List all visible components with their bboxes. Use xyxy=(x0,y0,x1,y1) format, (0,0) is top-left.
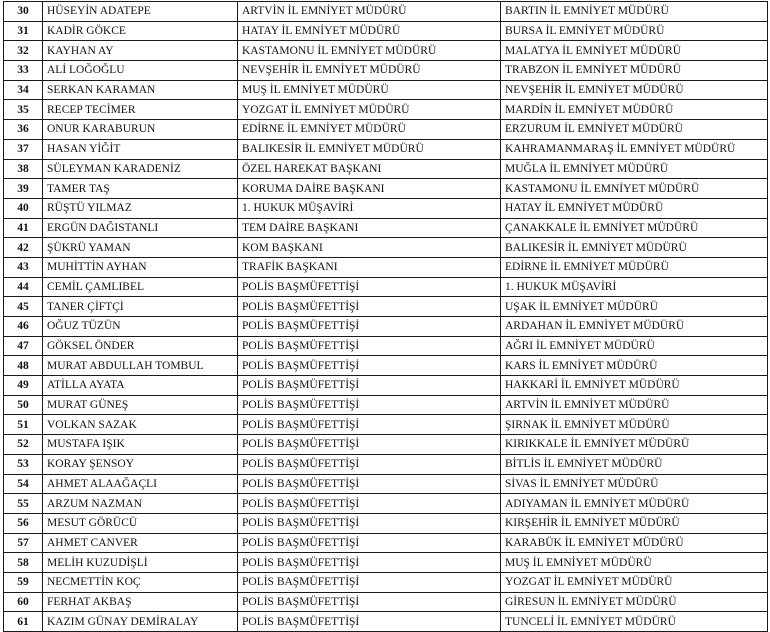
table-row xyxy=(4,80,768,100)
new-position: YOZGAT İL EMNİYET MÜDÜRÜ xyxy=(501,572,768,592)
table-row xyxy=(4,159,768,179)
person-name: ŞÜKRÜ YAMAN xyxy=(43,238,238,258)
table-row xyxy=(4,21,768,41)
row-number: 36 xyxy=(4,120,43,140)
row-number: 30 xyxy=(4,2,43,22)
row-number: 40 xyxy=(4,198,43,218)
new-position: TUNCELİ İL EMNİYET MÜDÜRÜ xyxy=(501,612,768,632)
person-name: NECMETTİN KOÇ xyxy=(43,572,238,592)
current-position: POLİS BAŞMÜFETTİŞİ xyxy=(238,513,501,533)
row-number: 55 xyxy=(4,494,43,514)
new-position: BALIKESİR İL EMNİYET MÜDÜRÜ xyxy=(501,238,768,258)
row-number: 38 xyxy=(4,159,43,179)
table-row xyxy=(4,356,768,376)
table-row xyxy=(4,179,768,199)
table-row xyxy=(4,41,768,61)
person-name: ALİ LOĞOĞLU xyxy=(43,61,238,81)
person-name: ARZUM NAZMAN xyxy=(43,494,238,514)
person-name: AHMET ALAAĞAÇLI xyxy=(43,474,238,494)
current-position: POLİS BAŞMÜFETTİŞİ xyxy=(238,317,501,337)
row-number: 47 xyxy=(4,336,43,356)
table-row xyxy=(4,238,768,258)
person-name: KORAY ŞENSOY xyxy=(43,454,238,474)
person-name: RÜŞTÜ YILMAZ xyxy=(43,198,238,218)
row-number: 34 xyxy=(4,80,43,100)
row-number: 33 xyxy=(4,61,43,81)
row-number: 32 xyxy=(4,41,43,61)
current-position: POLİS BAŞMÜFETTİŞİ xyxy=(238,592,501,612)
table-row xyxy=(4,474,768,494)
current-position: 1. HUKUK MÜŞAVİRİ xyxy=(238,198,501,218)
row-number: 41 xyxy=(4,218,43,238)
row-number: 37 xyxy=(4,139,43,159)
table-row xyxy=(4,336,768,356)
current-position: ARTVİN İL EMNİYET MÜDÜRÜ xyxy=(238,2,501,22)
row-number: 59 xyxy=(4,572,43,592)
table-row xyxy=(4,553,768,573)
table-row xyxy=(4,454,768,474)
current-position: ÖZEL HAREKAT BAŞKANI xyxy=(238,159,501,179)
row-number: 61 xyxy=(4,612,43,632)
current-position: POLİS BAŞMÜFETTİŞİ xyxy=(238,553,501,573)
current-position: POLİS BAŞMÜFETTİŞİ xyxy=(238,356,501,376)
table-row xyxy=(4,395,768,415)
row-number: 43 xyxy=(4,257,43,277)
row-number: 31 xyxy=(4,21,43,41)
row-number: 44 xyxy=(4,277,43,297)
new-position: BARTIN İL EMNİYET MÜDÜRÜ xyxy=(501,2,768,22)
current-position: YOZGAT İL EMNİYET MÜDÜRÜ xyxy=(238,100,501,120)
new-position: EDİRNE İL EMNİYET MÜDÜRÜ xyxy=(501,257,768,277)
person-name: CEMİL ÇAMLIBEL xyxy=(43,277,238,297)
current-position: TEM DAİRE BAŞKANI xyxy=(238,218,501,238)
new-position: TRABZON İL EMNİYET MÜDÜRÜ xyxy=(501,61,768,81)
table-row xyxy=(4,572,768,592)
table-row xyxy=(4,198,768,218)
row-number: 56 xyxy=(4,513,43,533)
person-name: RECEP TECİMER xyxy=(43,100,238,120)
new-position: MUĞLA İL EMNİYET MÜDÜRÜ xyxy=(501,159,768,179)
person-name: ERGÜN DAĞISTANLI xyxy=(43,218,238,238)
new-position: KARS İL EMNİYET MÜDÜRÜ xyxy=(501,356,768,376)
table-row xyxy=(4,297,768,317)
row-number: 52 xyxy=(4,435,43,455)
current-position: TRAFİK BAŞKANI xyxy=(238,257,501,277)
current-position: POLİS BAŞMÜFETTİŞİ xyxy=(238,336,501,356)
current-position: KASTAMONU İL EMNİYET MÜDÜRÜ xyxy=(238,41,501,61)
person-name: KAZIM GÜNAY DEMİRALAY xyxy=(43,612,238,632)
new-position: ÇANAKKALE İL EMNİYET MÜDÜRÜ xyxy=(501,218,768,238)
new-position: GİRESUN İL EMNİYET MÜDÜRÜ xyxy=(501,592,768,612)
current-position: POLİS BAŞMÜFETTİŞİ xyxy=(238,297,501,317)
row-number: 54 xyxy=(4,474,43,494)
table-row xyxy=(4,218,768,238)
table-row xyxy=(4,120,768,140)
row-number: 50 xyxy=(4,395,43,415)
person-name: HASAN YİĞİT xyxy=(43,139,238,159)
current-position: KORUMA DAİRE BAŞKANI xyxy=(238,179,501,199)
person-name: MUSTAFA IŞIK xyxy=(43,435,238,455)
new-position: BURSA İL EMNİYET MÜDÜRÜ xyxy=(501,21,768,41)
person-name: KAYHAN AY xyxy=(43,41,238,61)
row-number: 53 xyxy=(4,454,43,474)
new-position: NEVŞEHİR İL EMNİYET MÜDÜRÜ xyxy=(501,80,768,100)
new-position: BİTLİS İL EMNİYET MÜDÜRÜ xyxy=(501,454,768,474)
new-position: KIRŞEHİR İL EMNİYET MÜDÜRÜ xyxy=(501,513,768,533)
new-position: KARABÜK İL EMNİYET MÜDÜRÜ xyxy=(501,533,768,553)
table-row xyxy=(4,277,768,297)
new-position: KIRIKKALE İL EMNİYET MÜDÜRÜ xyxy=(501,435,768,455)
new-position: SİVAS İL EMNİYET MÜDÜRÜ xyxy=(501,474,768,494)
current-position: POLİS BAŞMÜFETTİŞİ xyxy=(238,277,501,297)
table-row xyxy=(4,317,768,337)
current-position: POLİS BAŞMÜFETTİŞİ xyxy=(238,435,501,455)
current-position: EDİRNE İL EMNİYET MÜDÜRÜ xyxy=(238,120,501,140)
person-name: MUHİTTİN AYHAN xyxy=(43,257,238,277)
current-position: NEVŞEHİR İL EMNİYET MÜDÜRÜ xyxy=(238,61,501,81)
table-row xyxy=(4,2,768,22)
current-position: POLİS BAŞMÜFETTİŞİ xyxy=(238,454,501,474)
row-number: 57 xyxy=(4,533,43,553)
person-name: KADİR GÖKCE xyxy=(43,21,238,41)
new-position: ERZURUM İL EMNİYET MÜDÜRÜ xyxy=(501,120,768,140)
current-position: POLİS BAŞMÜFETTİŞİ xyxy=(238,415,501,435)
table-row xyxy=(4,612,768,632)
current-position: MUŞ İL EMNİYET MÜDÜRÜ xyxy=(238,80,501,100)
table-row xyxy=(4,513,768,533)
row-number: 46 xyxy=(4,317,43,337)
person-name: SERKAN KARAMAN xyxy=(43,80,238,100)
table-row xyxy=(4,415,768,435)
new-position: 1. HUKUK MÜŞAVİRİ xyxy=(501,277,768,297)
row-number: 39 xyxy=(4,179,43,199)
person-name: TANER ÇİFTÇİ xyxy=(43,297,238,317)
person-name: GÖKSEL ÖNDER xyxy=(43,336,238,356)
table-row xyxy=(4,592,768,612)
current-position: POLİS BAŞMÜFETTİŞİ xyxy=(238,572,501,592)
table-row xyxy=(4,494,768,514)
row-number: 48 xyxy=(4,356,43,376)
row-number: 58 xyxy=(4,553,43,573)
current-position: POLİS BAŞMÜFETTİŞİ xyxy=(238,533,501,553)
new-position: UŞAK İL EMNİYET MÜDÜRÜ xyxy=(501,297,768,317)
new-position: MUŞ İL EMNİYET MÜDÜRÜ xyxy=(501,553,768,573)
new-position: KAHRAMANMARAŞ İL EMNİYET MÜDÜRÜ xyxy=(501,139,768,159)
row-number: 51 xyxy=(4,415,43,435)
row-number: 45 xyxy=(4,297,43,317)
new-position: ARDAHAN İL EMNİYET MÜDÜRÜ xyxy=(501,317,768,337)
person-name: MESUT GÖRÜCÜ xyxy=(43,513,238,533)
new-position: ŞIRNAK İL EMNİYET MÜDÜRÜ xyxy=(501,415,768,435)
current-position: POLİS BAŞMÜFETTİŞİ xyxy=(238,474,501,494)
new-position: ADIYAMAN İL EMNİYET MÜDÜRÜ xyxy=(501,494,768,514)
row-number: 35 xyxy=(4,100,43,120)
table-row xyxy=(4,61,768,81)
new-position: MALATYA İL EMNİYET MÜDÜRÜ xyxy=(501,41,768,61)
row-number: 60 xyxy=(4,592,43,612)
table-row xyxy=(4,435,768,455)
current-position: POLİS BAŞMÜFETTİŞİ xyxy=(238,376,501,396)
person-name: FERHAT AKBAŞ xyxy=(43,592,238,612)
new-position: HATAY İL EMNİYET MÜDÜRÜ xyxy=(501,198,768,218)
new-position: MARDİN İL EMNİYET MÜDÜRÜ xyxy=(501,100,768,120)
person-name: ONUR KARABURUN xyxy=(43,120,238,140)
current-position: HATAY İL EMNİYET MÜDÜRÜ xyxy=(238,21,501,41)
current-position: POLİS BAŞMÜFETTİŞİ xyxy=(238,612,501,632)
new-position: ARTVİN İL EMNİYET MÜDÜRÜ xyxy=(501,395,768,415)
table-row xyxy=(4,376,768,396)
new-position: KASTAMONU İL EMNİYET MÜDÜRÜ xyxy=(501,179,768,199)
row-number: 42 xyxy=(4,238,43,258)
person-name: VOLKAN SAZAK xyxy=(43,415,238,435)
person-name: MURAT ABDULLAH TOMBUL xyxy=(43,356,238,376)
person-name: SÜLEYMAN KARADENİZ xyxy=(43,159,238,179)
table-row xyxy=(4,139,768,159)
table-row xyxy=(4,257,768,277)
appointment-table-body xyxy=(4,2,768,632)
current-position: POLİS BAŞMÜFETTİŞİ xyxy=(238,395,501,415)
person-name: OĞUZ TÜZÜN xyxy=(43,317,238,337)
person-name: HÜSEYİN ADATEPE xyxy=(43,2,238,22)
table-row xyxy=(4,533,768,553)
table-row xyxy=(4,100,768,120)
person-name: MURAT GÜNEŞ xyxy=(43,395,238,415)
person-name: TAMER TAŞ xyxy=(43,179,238,199)
current-position: POLİS BAŞMÜFETTİŞİ xyxy=(238,494,501,514)
current-position: BALIKESİR İL EMNİYET MÜDÜRÜ xyxy=(238,139,501,159)
new-position: HAKKARİ İL EMNİYET MÜDÜRÜ xyxy=(501,376,768,396)
person-name: MELİH KUZUDİŞLİ xyxy=(43,553,238,573)
person-name: ATİLLA AYATA xyxy=(43,376,238,396)
new-position: AĞRI İL EMNİYET MÜDÜRÜ xyxy=(501,336,768,356)
person-name: AHMET CANVER xyxy=(43,533,238,553)
current-position: KOM BAŞKANI xyxy=(238,238,501,258)
row-number: 49 xyxy=(4,376,43,396)
appointment-table xyxy=(3,1,768,632)
